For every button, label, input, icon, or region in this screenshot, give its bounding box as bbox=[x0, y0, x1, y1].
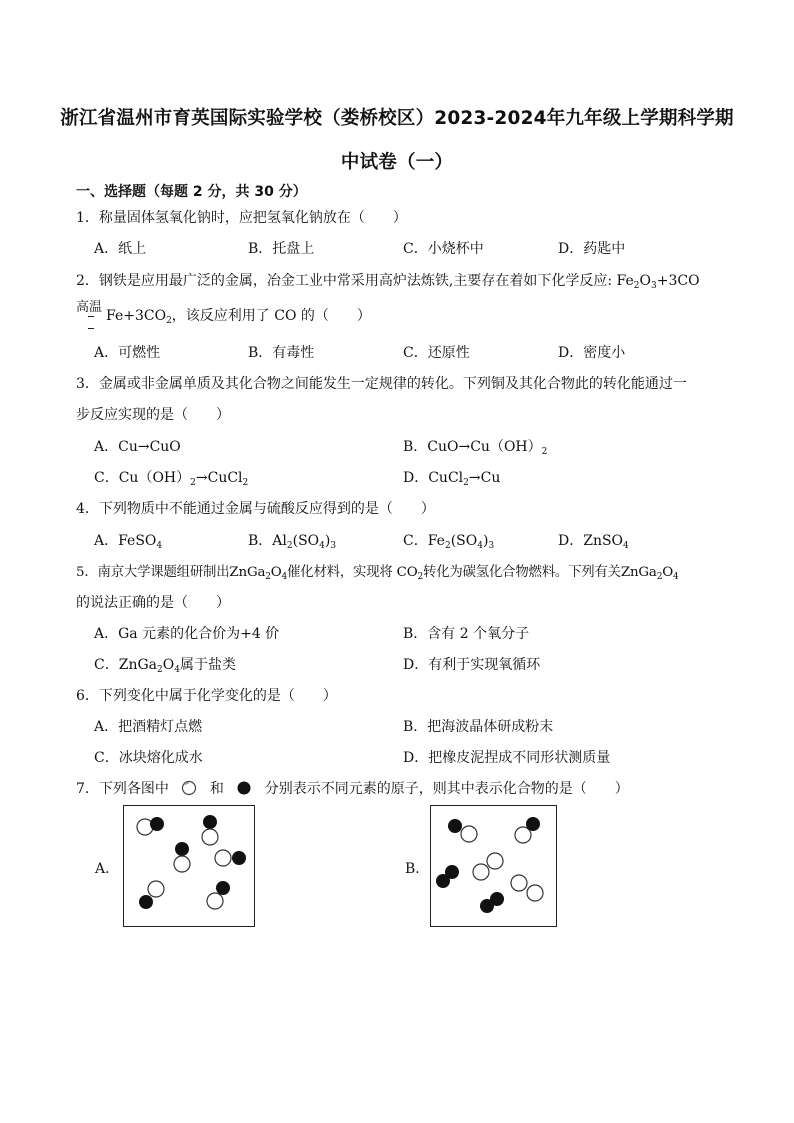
q6-stem: 6．下列变化中属于化学变化的是（ ） bbox=[76, 688, 337, 704]
q7-stem: 7．下列各图中 和 分别表示不同元素的原子，则其中表示化合物的是（ ） bbox=[76, 781, 629, 797]
q2-reaction-condition: 高温 bbox=[76, 300, 103, 315]
q6-option-a: A．把酒精灯点燃 bbox=[94, 719, 203, 735]
q5-stem-line1: 5．南京大学课题组研制出$ZnGa_2O_4$催化材料，实现将 $CO_2$转化为碳氢化合物燃料。下列有关$ZnGa_2O_4$ bbox=[76, 565, 679, 582]
q3-option-d: D．CuCl$_2$→Cu bbox=[403, 470, 501, 488]
q1-option-a: A．纸上 bbox=[94, 241, 147, 257]
q6-option-c: C．冰块熔化成水 bbox=[94, 750, 203, 766]
q4-option-b: B．$Al_2(SO_4)_3$ bbox=[248, 533, 337, 551]
black-atom-icon bbox=[234, 780, 254, 796]
q7-diagram-b-atoms bbox=[431, 806, 556, 926]
section-heading: 一、选择题（每题 2 分，共 30 分） bbox=[76, 184, 307, 200]
q3-option-a: A．Cu→CuO bbox=[94, 439, 181, 455]
title-line-1: 浙江省温州市育英国际实验学校（娄桥校区）2023-2024年九年级上学期科学期 bbox=[60, 108, 734, 129]
q2-stem-line1: 2．钢铁是应用最广泛的金属，冶金工业中常采用高炉法炼铁,主要存在着如下化学反应: $Fe_2O_3+3CO$ bbox=[76, 273, 700, 291]
q5-option-b: B．含有 2 个氧分子 bbox=[403, 626, 530, 642]
white-atom-icon bbox=[179, 780, 199, 796]
q4-stem: 4．下列物质中不能通过金属与硫酸反应得到的是（ ） bbox=[76, 501, 435, 517]
q1-stem: 1．称量固体氢氧化钠时，应把氢氧化钠放在（ ） bbox=[76, 210, 407, 226]
q2-option-d: D．密度小 bbox=[558, 345, 626, 361]
q7-diagram-a bbox=[123, 805, 255, 927]
q7-diagram-a-atoms bbox=[124, 806, 254, 926]
q7-diagram-b bbox=[430, 805, 557, 927]
q4-option-d: D．ZnSO$_4$ bbox=[558, 533, 629, 551]
q2-stem-line2: $Fe+3CO_2$，该反应利用了 CO 的（ ） bbox=[106, 308, 371, 326]
q1-option-b: B．托盘上 bbox=[248, 241, 315, 257]
q3-option-c: C．$Cu(OH)_2\to CuCl_2$ bbox=[94, 470, 249, 488]
q3-option-b: B．$CuO\to Cu(OH)_2$ bbox=[403, 439, 548, 457]
q2-equal-mark-bottom bbox=[88, 328, 94, 329]
q7-label-b: B． bbox=[405, 861, 430, 877]
q2-option-b: B．有毒性 bbox=[248, 345, 315, 361]
q1-option-d: D．药匙中 bbox=[558, 241, 626, 257]
q3-stem-line1: 3．金属或非金属单质及其化合物之间能发生一定规律的转化。下列铜及其化合物此的转化能通过一 bbox=[76, 376, 687, 392]
q7-label-a: A． bbox=[95, 861, 120, 877]
title-line-2: 中试卷（一） bbox=[340, 152, 454, 173]
q4-option-c: C．$Fe_2(SO_4)_3$ bbox=[403, 533, 495, 551]
q5-stem-line2: 的说法正确的是（ ） bbox=[76, 595, 230, 611]
q3-stem-line2: 步反应实现的是（ ） bbox=[76, 407, 230, 423]
q2-option-c: C．还原性 bbox=[403, 345, 470, 361]
q1-option-c: C．小烧杯中 bbox=[403, 241, 484, 257]
q2-option-a: A．可燃性 bbox=[94, 345, 161, 361]
q5-option-d: D．有利于实现氧循环 bbox=[403, 657, 541, 673]
q5-option-c: C．$ZnGa_2O_4$属于盐类 bbox=[94, 657, 236, 675]
q2-equal-mark-top bbox=[88, 316, 94, 317]
q6-option-b: B．把海波晶体研成粉末 bbox=[403, 719, 554, 735]
q6-option-d: D．把橡皮泥捏成不同形状测质量 bbox=[403, 750, 611, 766]
q5-option-a: A．Ga 元素的化合价为+4 价 bbox=[94, 626, 280, 642]
q4-option-a: A．FeSO$_4$ bbox=[94, 533, 163, 551]
